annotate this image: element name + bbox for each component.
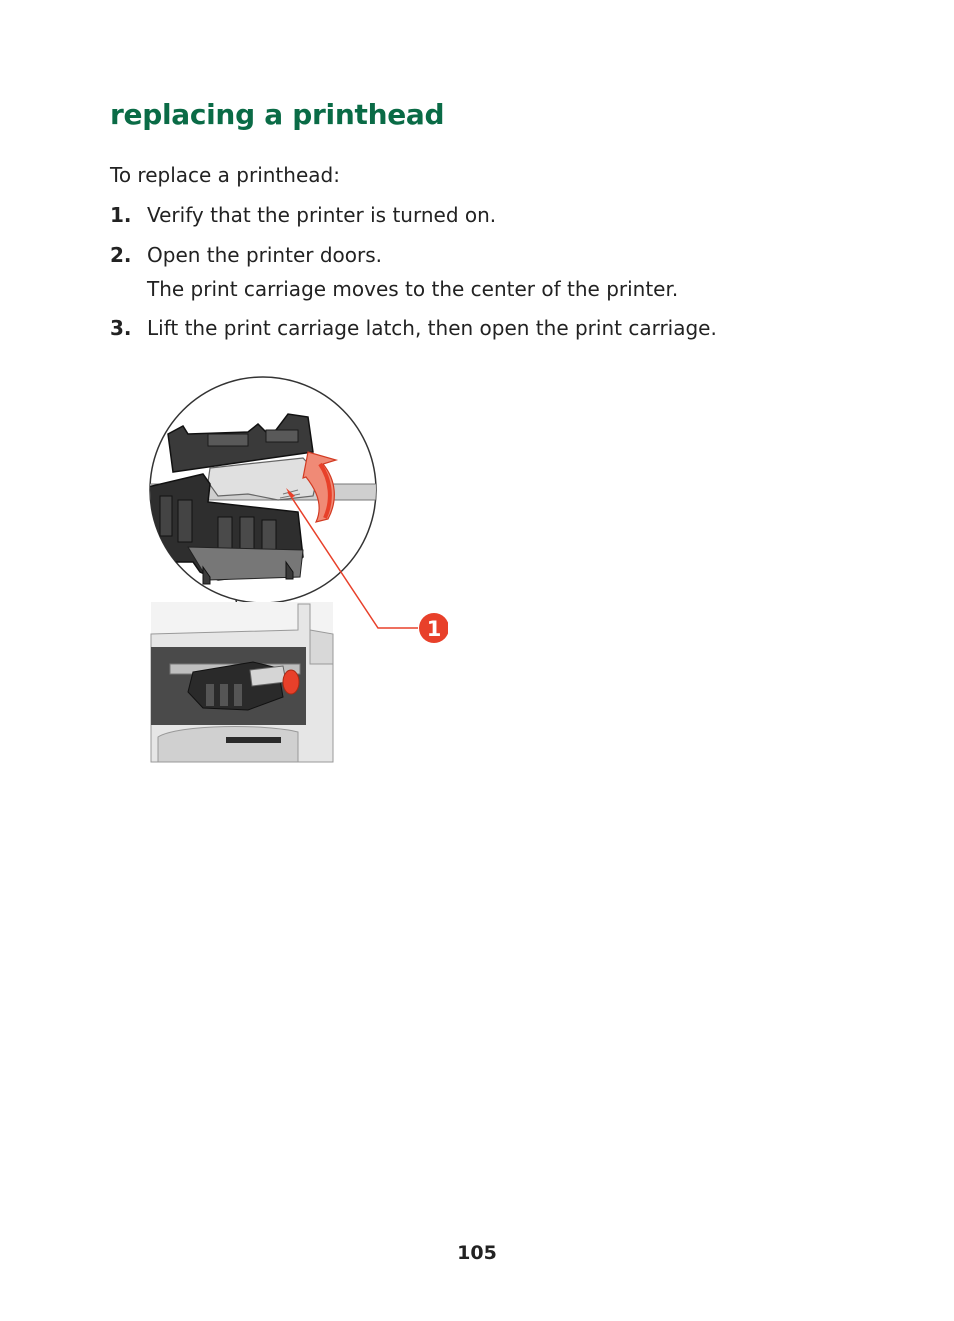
step-number: 3. <box>110 316 132 340</box>
page-number: 105 <box>457 1242 497 1264</box>
intro-text: To replace a printhead: <box>110 163 340 187</box>
callout-marker <box>419 613 448 643</box>
step-number: 1. <box>110 203 132 227</box>
step-text: Verify that the printer is turned on. <box>147 203 497 227</box>
step-text: Open the printer doors. <box>147 243 382 267</box>
printer-overview <box>151 602 333 762</box>
step-number: 2. <box>110 243 132 267</box>
callout-number: 1 <box>426 617 442 641</box>
step-2-note: The print carriage moves to the center of the printer. <box>147 277 679 301</box>
carriage-latch-illustration <box>148 372 448 767</box>
step-text: Lift the print carriage latch, then open the print carriage. <box>147 316 717 340</box>
page-title: replacing a printhead <box>110 98 445 131</box>
